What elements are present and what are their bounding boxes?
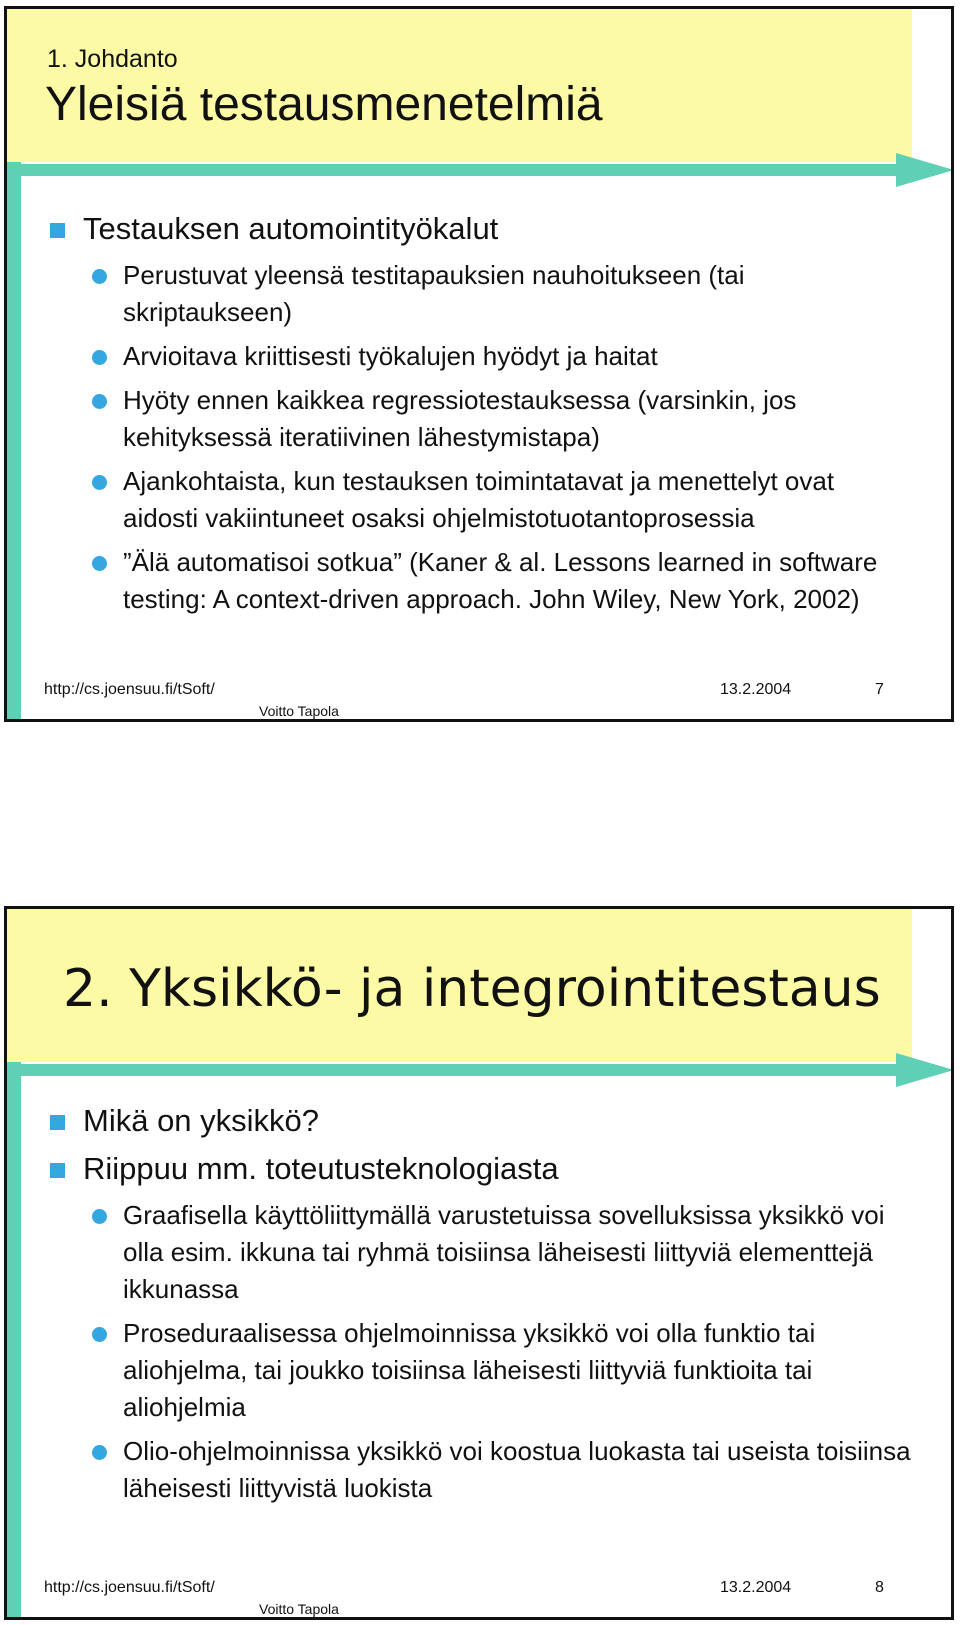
round-bullet-icon [92, 1445, 107, 1460]
round-bullet-icon [92, 350, 107, 365]
page-number: 7 [875, 681, 884, 698]
square-bullet-icon [50, 223, 65, 238]
bullet-text: Riippuu mm. toteutusteknologiasta [83, 1151, 559, 1186]
slide-footer [7, 659, 951, 719]
footer-date: 13.2.2004 [720, 681, 792, 698]
arrow-divider [21, 1053, 954, 1087]
square-bullet-icon [50, 1163, 65, 1178]
round-bullet-icon [92, 556, 107, 571]
bullet-text: Ajankohtaista, kun testauksen toimintatavat ja menettelyt ovat aidosti vakiintuneet osaksi ohjelmistotuotantoprosessia [123, 466, 835, 533]
slide-content [47, 209, 911, 626]
round-bullet-icon [92, 1327, 107, 1342]
footer-author: Voitto Tapola [259, 703, 339, 719]
bullet-text: Testauksen automointityökalut [83, 211, 499, 246]
square-bullet-icon [50, 1115, 65, 1130]
round-bullet-icon [92, 269, 107, 284]
slide-content [47, 1101, 911, 1515]
round-bullet-icon [92, 1209, 107, 1224]
left-accent-bar [7, 1062, 21, 1617]
slide-title: Yleisiä testausmenetelmiä [45, 78, 603, 131]
bullet-level1 [47, 1101, 911, 1141]
bullet-text: Olio-ohjelmoinnissa yksikkö voi koostua luokasta tai useista toisiinsa läheisesti liittyvistä luokista [123, 1436, 911, 1503]
section-label: 1. Johdanto [47, 45, 178, 73]
bullet-text: Proseduraalisessa ohjelmoinnissa yksikkö voi olla funktio tai aliohjelma, tai joukko toisiinsa läheisesti liittyviä funktioita tai aliohjelmia [123, 1318, 816, 1422]
bullet-text: ”Älä automatisoi sotkua” (Kaner & al. Lessons learned in software testing: A context-driven approach. John Wiley, New York, 2002) [123, 547, 878, 614]
bullet-level2 [47, 338, 911, 375]
left-accent-bar [7, 162, 21, 719]
bullet-level1 [47, 209, 911, 249]
bullet-level2 [47, 1197, 911, 1308]
bullet-text: Perustuvat yleensä testitapauksien nauhoitukseen (tai skriptaukseen) [123, 260, 745, 327]
footer-url: http://cs.joensuu.fi/tSoft/ [44, 1579, 215, 1596]
round-bullet-icon [92, 475, 107, 490]
bullet-text: Hyöty ennen kaikkea regressiotestauksessa (varsinkin, jos kehityksessä iteratiivinen lähestymistapa) [123, 385, 797, 452]
round-bullet-icon [92, 394, 107, 409]
bullet-text: Mikä on yksikkö? [83, 1103, 320, 1138]
slide-8 [4, 906, 954, 1620]
sub-bullet-list [47, 1197, 911, 1507]
arrow-divider [21, 153, 954, 187]
bullet-text: Graafisella käyttöliittymällä varustetuissa sovelluksissa yksikkö voi olla esim. ikkuna tai ryhmä toisiinsa läheisesti liittyviä elementtejä ikkunassa [123, 1200, 885, 1304]
footer-url: http://cs.joensuu.fi/tSoft/ [44, 681, 215, 698]
bullet-level2 [47, 257, 911, 331]
bullet-level2 [47, 463, 911, 537]
bullet-level2 [47, 544, 911, 618]
footer-date: 13.2.2004 [720, 1579, 792, 1596]
bullet-level2 [47, 1315, 911, 1426]
slide-7 [4, 6, 954, 722]
slide-title: 2. Yksikkö- ja integrointitestaus [63, 959, 881, 1019]
bullet-level2 [47, 382, 911, 456]
slide-footer [7, 1557, 951, 1617]
bullet-level1 [47, 1149, 911, 1189]
bullet-level2 [47, 1433, 911, 1507]
footer-author: Voitto Tapola [259, 1601, 339, 1617]
sub-bullet-list [47, 257, 911, 618]
page-number: 8 [875, 1579, 884, 1596]
bullet-text: Arvioitava kriittisesti työkalujen hyödyt ja haitat [123, 341, 658, 371]
